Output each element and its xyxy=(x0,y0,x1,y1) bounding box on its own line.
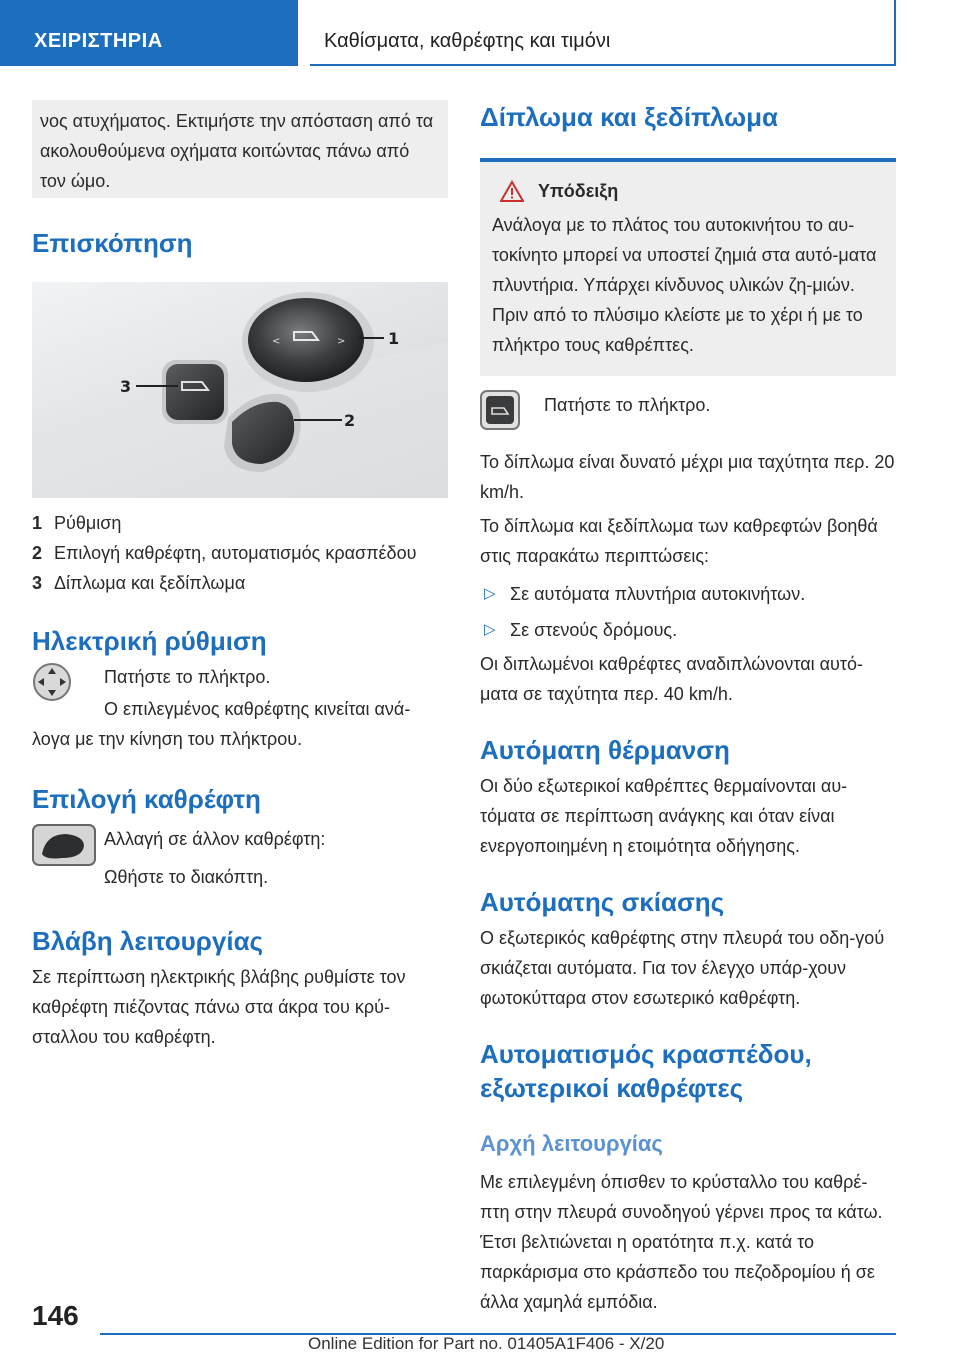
legend-number: 1 xyxy=(32,513,43,533)
svg-text:>: > xyxy=(337,336,346,347)
section-tab xyxy=(0,0,298,66)
triangle-bullet-icon: ▷ xyxy=(484,585,496,602)
legend-text: Δίπλωμα και ξεδίπλωμα xyxy=(54,573,246,593)
note-title: Υπόδειξη xyxy=(538,180,619,201)
triangle-bullet-icon: ▷ xyxy=(484,621,496,638)
callout-2: 2 xyxy=(344,411,356,430)
dimming-heading: Αυτόματης σκίασης xyxy=(480,887,725,917)
select-step-1: Αλλαγή σε άλλον καθρέφτη: xyxy=(104,829,326,849)
malfunction-heading: Βλάβη λειτουργίας xyxy=(32,926,264,956)
electric-step-2: Ο επιλεγμένος καθρέφτης κινείται ανά- xyxy=(104,699,411,719)
svg-text:<: < xyxy=(272,336,281,347)
section-title: ΧΕΙΡΙΣΤΗΡΙΑ xyxy=(34,30,163,52)
legend-number: 3 xyxy=(32,573,43,593)
curb-text: Με επιλεγμένη όπισθεν το κρύσταλλο του καθρέ-πτη στην πλευρά συνοδηγού γέρνει προς τα κάτω. Έτσι βελτιώνεται η ορατότητα π.χ. κατά το παρκάρισμα στο κράσπεδο του πεζοδρομίου ή σε άλλα χαμηλά εμπόδια. xyxy=(480,1172,883,1312)
intro-box xyxy=(32,100,448,198)
legend-text: Επιλογή καθρέφτη, αυτοματισμός κρασπέδου xyxy=(54,543,417,563)
overview-heading: Επισκόπηση xyxy=(32,228,193,258)
direction-pad-icon xyxy=(32,662,72,702)
chapter-tab xyxy=(310,0,896,66)
legend-item xyxy=(32,568,448,598)
heating-heading: Αυτόματη θέρμανση xyxy=(480,735,730,765)
heating-text: Οι δύο εξωτερικοί καθρέπτες θερμαίνονται αυ-τόματα σε περίπτωση ανάγκης και όταν είναι ενεργοποιημένη η ετοιμότητα οδήγησης. xyxy=(480,776,848,856)
list-item-text: Σε στενούς δρόμους. xyxy=(510,620,678,640)
electric-step-1: Πατήστε το πλήκτρο. xyxy=(104,667,271,687)
selector-switch-icon xyxy=(32,824,96,866)
mirror-controls-photo xyxy=(32,282,448,498)
intro-text: νος ατυχήματος. Εκτιμήστε την απόσταση από τα ακολουθούμενα οχήματα κοιτώντας πάνω από τον ώμο. xyxy=(40,111,434,191)
fold-press-text: Πατήστε το πλήκτρο. xyxy=(544,395,711,415)
callout-3: 3 xyxy=(120,377,132,396)
fold-heading: Δίπλωμα και ξεδίπλωμα xyxy=(480,102,778,132)
mirror-controls-illustration xyxy=(32,282,448,498)
malfunction-text: Σε περίπτωση ηλεκτρικής βλάβης ρυθμίστε τον καθρέφτη πιέζοντας πάνω στα άκρα του κρύ-σταλλου του καθρέφτη. xyxy=(32,967,406,1047)
electric-step-2-cont: λογα με την κίνηση του πλήκτρου. xyxy=(32,729,303,749)
list-item-text: Σε αυτόματα πλυντήρια αυτοκινήτων. xyxy=(510,584,806,604)
electric-adjust-heading: Ηλεκτρική ρύθμιση xyxy=(32,626,267,656)
mirror-select-heading: Επιλογή καθρέφτη xyxy=(32,784,261,814)
curb-subheading: Αρχή λειτουργίας xyxy=(480,1131,663,1156)
callout-1: 1 xyxy=(388,329,400,348)
list-item xyxy=(480,579,896,609)
fold-help-text: Το δίπλωμα και ξεδίπλωμα των καθρεφτών βοηθά στις παρακάτω περιπτώσεις: xyxy=(480,516,878,566)
legend-text: Ρύθμιση xyxy=(54,513,122,533)
warning-triangle-icon xyxy=(500,180,524,202)
page-number: 146 xyxy=(32,1300,79,1331)
caution-note xyxy=(480,162,896,376)
left-column xyxy=(32,100,448,1052)
mirror-select-block xyxy=(32,824,448,892)
right-column xyxy=(480,100,896,1317)
select-step-2: Ωθήστε το διακόπτη. xyxy=(104,867,269,887)
fold-speed-text: Το δίπλωμα είναι δυνατό μέχρι μια ταχύτητα περ. 20 km/h. xyxy=(480,452,895,502)
dimming-text: Ο εξωτερικός καθρέφτης στην πλευρά του οδη-γού σκιάζεται αυτόματα. Για τον έλεγχο υπάρ-χουν φωτοκύτταρα στον εσωτερικό καθρέφτη. xyxy=(480,928,885,1008)
fold-mirror-button-icon xyxy=(480,390,520,430)
legend-item xyxy=(32,508,448,538)
fold-press-block xyxy=(480,390,896,435)
legend-number: 2 xyxy=(32,543,43,563)
list-item xyxy=(480,615,896,645)
electric-adjust-block xyxy=(32,662,448,724)
chapter-title: Καθίσματα, καθρέφτης και τιμόνι xyxy=(324,30,611,52)
note-text: Ανάλογα με το πλάτος του αυτοκινήτου το αυ-τοκίνητο μπορεί να υποστεί ζημιά στα αυτό-ματα πλυντήρια. Υπάρχει κίνδυνος υλικών ζη-μιών. Πριν από το πλύσιμο κλείστε με το χέρι ή με το πλήκτρο τους καθρέπτες. xyxy=(492,215,877,355)
fold-cases-list xyxy=(480,579,896,645)
curb-heading: Αυτοματισμός κρασπέδου, εξωτερικοί καθρέφτες xyxy=(480,1039,812,1103)
legend-list xyxy=(32,508,448,598)
fold-button xyxy=(166,364,224,420)
footer-edition: Online Edition for Part no. 01405A1F406 - X/20 xyxy=(308,1334,665,1353)
fold-unfold-text: Οι διπλωμένοι καθρέφτες αναδιπλώνονται αυτό-ματα σε ταχύτητα περ. 40 km/h. xyxy=(480,654,863,704)
legend-item xyxy=(32,538,448,568)
